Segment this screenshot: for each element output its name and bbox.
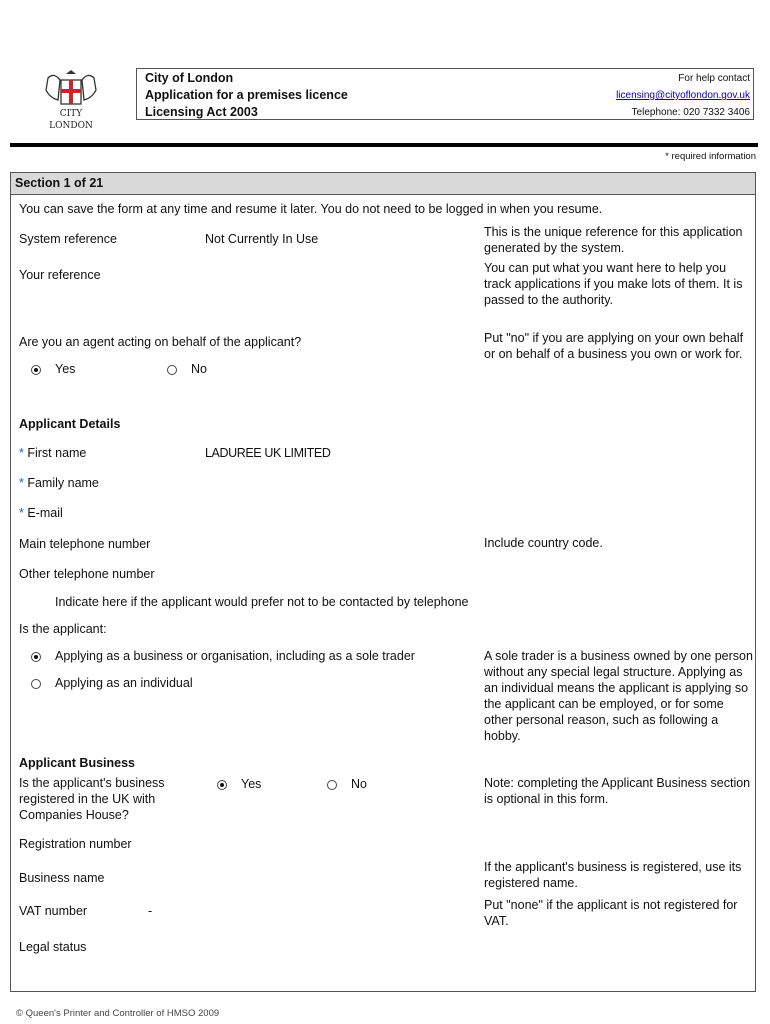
vat-number-help: Put "none" if the applicant is not registered for VAT.	[484, 898, 738, 928]
authority-name: City of London	[145, 71, 234, 85]
application-title: Application for a premises licence	[145, 88, 348, 102]
applicant-individual-radio[interactable]	[31, 679, 41, 689]
business-registered-no-label: No	[351, 777, 367, 791]
main-phone-label: Main telephone number	[19, 537, 151, 551]
business-name-label: Business name	[19, 871, 105, 885]
first-name-label: * First name	[19, 446, 87, 460]
your-reference-label: Your reference	[19, 268, 101, 282]
form-header	[136, 68, 754, 120]
help-contact	[616, 70, 750, 121]
applicant-business-heading: Applicant Business	[19, 756, 135, 770]
agent-yes-label: Yes	[55, 362, 76, 376]
legal-status-label: Legal status	[19, 940, 87, 954]
applicant-type-question: Is the applicant:	[19, 622, 107, 636]
help-phone: Telephone: 020 7332 3406	[631, 107, 750, 118]
main-phone-help: Include country code.	[484, 536, 603, 550]
vat-number-field[interactable]: -	[148, 904, 153, 918]
help-email-link[interactable]: licensing@cityoflondon.gov.uk	[616, 90, 750, 101]
system-reference-value: Not Currently In Use	[205, 232, 319, 246]
business-registered-question: Is the applicant's business registered in the UK with Companies House?	[19, 776, 165, 822]
city-of-london-crest-logo	[40, 70, 102, 132]
business-name-help: If the applicant's business is registered, use its registered name.	[484, 860, 742, 890]
section-intro: You can save the form at any time and resume it later. You do not need to be logged in when you resume.	[19, 202, 603, 216]
family-name-label: * Family name	[19, 476, 99, 490]
agent-question: Are you an agent acting on behalf of the applicant?	[19, 335, 302, 349]
header-divider	[10, 143, 758, 147]
applicant-details-heading: Applicant Details	[19, 417, 121, 431]
your-reference-help: You can put what you want here to help you track applications if you make lots of them. It is passed to the authority.	[484, 261, 743, 307]
system-reference-label: System reference	[19, 232, 117, 246]
act-title: Licensing Act 2003	[145, 105, 258, 119]
form-title	[145, 70, 348, 121]
required-information-note: * required information	[665, 151, 756, 162]
agent-help: Put "no" if you are applying on your own behalf or on behalf of a business you own or work for.	[484, 331, 744, 361]
email-label: * E-mail	[19, 506, 63, 520]
section-title: Section 1 of 21	[11, 173, 755, 195]
registration-number-label: Registration number	[19, 837, 132, 851]
applicant-business-label: Applying as a business or organisation, including as a sole trader	[55, 649, 415, 663]
other-phone-label: Other telephone number	[19, 567, 155, 581]
logo-london-text: LONDON	[49, 121, 93, 131]
applicant-individual-label: Applying as an individual	[55, 676, 193, 690]
business-registered-yes-label: Yes	[241, 777, 262, 791]
business-registered-yes-radio[interactable]	[217, 780, 227, 790]
applicant-type-help: A sole trader is a business owned by one person without any special legal structure. Applying as an individual means the applicant is applying so the applicant can be employed, or for some other personal reason, such as following a hobby.	[484, 649, 753, 743]
help-label: For help contact	[678, 73, 750, 84]
section-1	[10, 172, 756, 992]
agent-no-label: No	[191, 362, 207, 376]
agent-no-radio[interactable]	[167, 365, 177, 375]
no-phone-contact-option[interactable]: Indicate here if the applicant would prefer not to be contacted by telephone	[55, 595, 469, 609]
copyright-footer: © Queen's Printer and Controller of HMSO 2009	[16, 1008, 220, 1019]
logo-city-text: CITY	[59, 109, 83, 119]
business-registered-no-radio[interactable]	[327, 780, 337, 790]
agent-yes-radio[interactable]	[31, 365, 41, 375]
vat-number-label: VAT number	[19, 904, 88, 918]
first-name-field[interactable]: LADUREE UK LIMITED	[205, 446, 331, 460]
applicant-business-radio[interactable]	[31, 652, 41, 662]
system-reference-help: This is the unique reference for this application generated by the system.	[484, 225, 743, 255]
business-registered-help: Note: completing the Applicant Business section is optional in this form.	[484, 776, 751, 806]
